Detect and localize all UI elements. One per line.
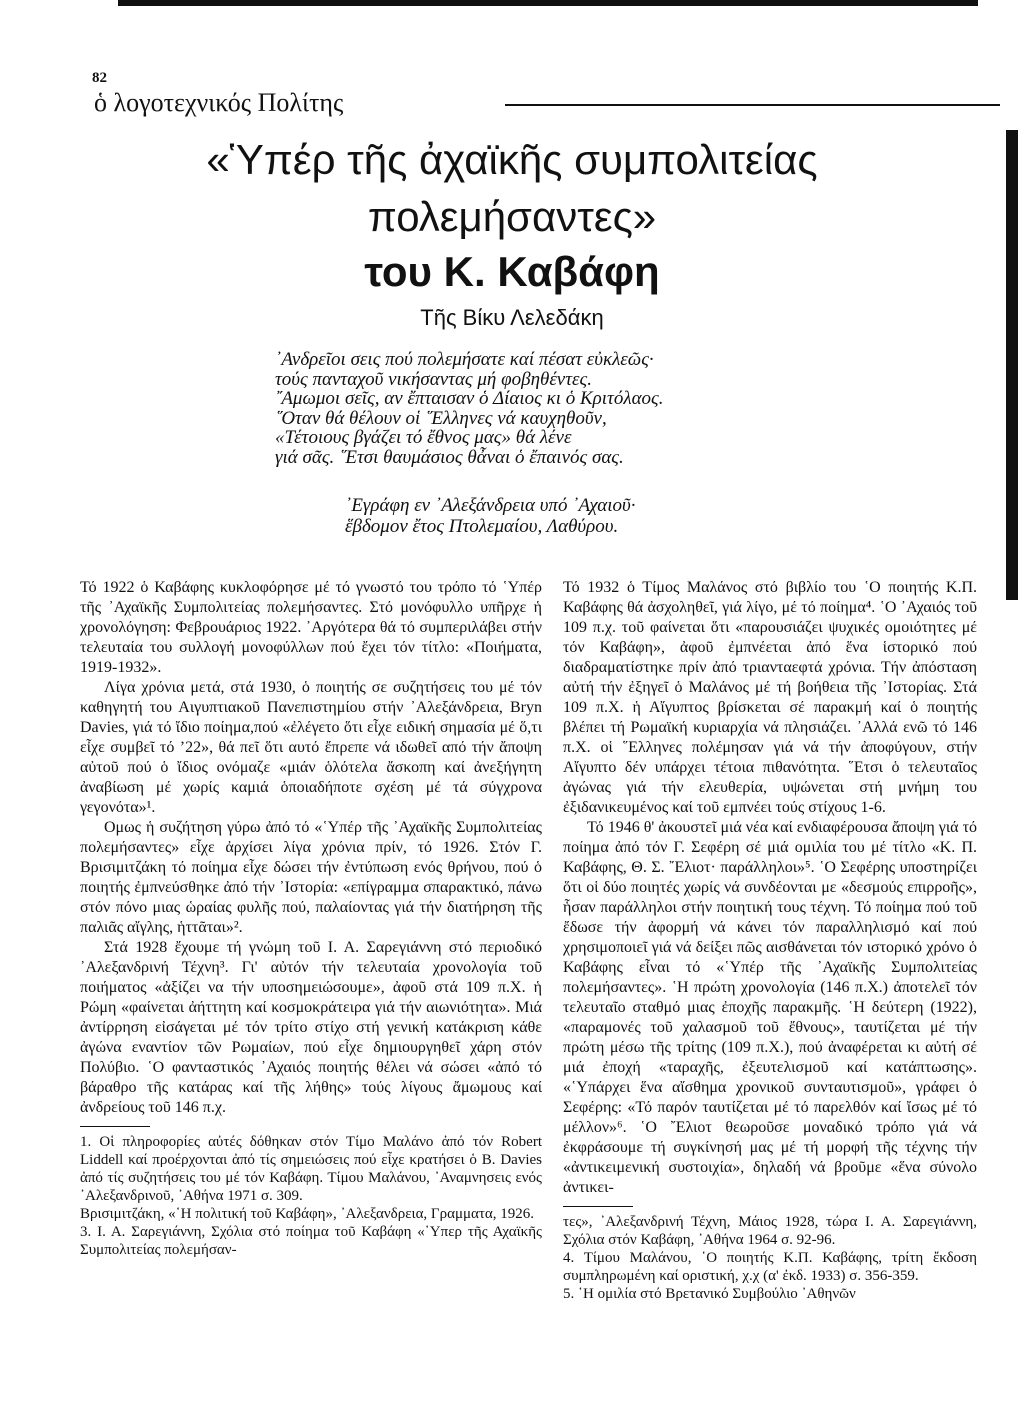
page-number: 82	[92, 70, 107, 86]
poem-colophon	[345, 495, 635, 537]
journal-title: ὁ λογοτεχνικός Πολίτης	[94, 88, 344, 117]
poem-line: ῎Αμωμοι σεῖς, αν ἔπταισαν ὁ Δίαιος κι ὁ Κριτόλαος.	[275, 388, 664, 409]
left-column	[80, 578, 542, 1259]
footnote-rule	[80, 1126, 150, 1127]
footnote: 4. Τίμου Μαλάνου, ῾Ο ποιητής Κ.Π. Καβάφης, τρίτη ἔκδοση συμπληρωμένη καί οριστική, χ.χ (α' ἐκδ. 1933) σ. 356-359.	[563, 1250, 977, 1284]
article-title-line-3: του Κ. Καβάφη	[364, 248, 660, 295]
article-title-line-2: πολεμήσαντες»	[367, 193, 657, 240]
paragraph: Ομως ἡ συζήτηση γύρω ἀπό τό «῾Υπέρ τῆς ᾿Αχαϊκῆς Συμπολιτείας πολεμήσαντες» εἶχε ἀρχίσει λίγα χρόνια πρίν, τό 1926. Στόν Γ. Βρισιμιτζάκη τό ποίημα εἶχε δώσει τήν ἐντύπωση ενός θρήνου, πού ὁ ποιητής ἐμπνεύσθηκε ἀπό τήν ᾿Ιστορία: «επίγραμμα σπαρακτικό, πάνω στόν πόνο μιας ὡραίας φυλῆς πού, παλαίοντας γιά τήν διατήρηση τῆς παλιᾶς αἴγλης, ἡττᾶται»².	[80, 819, 542, 936]
paragraph: Τό 1922 ὁ Καβάφης κυκλοφόρησε μέ τό γνωστό του τρόπο τό ῾Υπέρ τῆς ᾿Αχαϊκῆς Συμπολιτείας πολεμήσαντες. Στό μονόφυλλο υπῆρχε ἡ χρονολόγηση: Φεβρουάριος 1922. ᾿Αργότερα θά τό συμπεριλάβει στήν τελευταία του συλλογή μονοφύλλων πού ἔχει τόν τίτλο: «Ποιήματα, 1919-1932».	[80, 579, 542, 676]
poem-line: τούς πανταχοῦ νικήσαντας μή φοβηθέντες.	[275, 368, 592, 390]
poem	[275, 350, 664, 467]
colophon-line: ἕβδομον ἔτος Πτολεμαίου, Λαθύρου.	[345, 516, 619, 537]
colophon-line: ᾿Εγράφη εν ᾿Αλεξάνδρεια υπό ᾿Αχαιοῦ·	[345, 495, 636, 516]
header-rule	[505, 104, 1000, 106]
paragraph: Τό 1932 ὁ Τίμος Μαλάνος στό βιβλίο του ῾Ο ποιητής Κ.Π. Καβάφης θά ἀσχοληθεῖ, γιά λίγο, μέ τό ποίημα⁴. ῾Ο ᾿Αχαιός τοῦ 109 π.χ. τοῦ φαίνεται ὅτι «παρουσιάζει ψυχικές ομοιότητες μέ τόν Καβάφη», ἀφοῦ ἐμπνέεται ἀπό ἕνα ἱστορικό πού διαδραματίστηκε πρίν ἀπό τριανταεφτά χρόνια. Τήν ἀπόσταση αὐτή τήν ἐξηγεῖ ὁ Μαλάνος μέ τή βοήθεια τῆς ᾿Ιστορίας. Στά 109 π.Χ. ἡ Αἴγυπτος βρίσκεται σέ παρακμή καί ὁ ποιητής βλέπει τή Ρωμαϊκή κυριαρχία νά πλησιάζει. ᾿Αλλά ενῶ τό 146 π.Χ. οἱ ῞Ελληνες πολέμησαν γιά νά τήν ἀποφύγουν, στήν Αἴγυπτο δέν υπάρχει τέτοια πιθανότητα. ῞Ετσι ὁ τελευταῖος ἀγώνας γιά τήν ελευθερία, υψώνεται στή μνήμη του ἐξιδανικευμένος καί τοῦ εμπνέει τούς στίχους 1-6.	[563, 579, 977, 816]
paragraph: Στά 1928 ἔχουμε τή γνώμη τοῦ Ι. Α. Σαρεγιάννη στό περιοδικό ᾿Αλεξανδρινή Τέχνη³. Γι' αὐτόν τήν τελευταία χρονολογία τοῦ ποιήματος «ἀξίζει να τήν υποσημειώσουμε», ἀφοῦ στά 109 π.Χ. ἡ Ρώμη «φαίνεται ἀήττητη καί κοσμοκράτειρα γιά τήν αιωνιότητα». Μιά ἀντίρρηση εἰσάγεται μέ τόν τρίτο στίχο στή γενική κατάκριση κάθε ἀγώνα εναντίον τῶν Ρωμαίων, πού εἶχε δημιουργηθεῖ χάρη στόν Πολύβιο. ῾Ο φανταστικός ᾿Αχαιός ποιητής θέλει νά σώσει «ἀπό τό βάραθρο τῆς κατάρας καί τῆς λήθης» τούς λίγους ἄμωμους καί ἀνδρείους τοῦ 146 π.χ.	[80, 939, 542, 1116]
footnote-rule	[563, 1206, 633, 1207]
poem-line: ῞Οταν θά θέλουν οἱ ῞Ελληνες νά καυχηθοῦν,	[275, 407, 607, 429]
footnote: τες», ᾿Αλεξανδρινή Τέχνη, Μάιος 1928, τώρα Ι. Α. Σαρεγιάννη, Σχόλια στόν Καβάφη, ᾿Αθήνα 1964 σ. 92-96.	[563, 1214, 977, 1248]
footnote: Βρισιμιτζάκη, «῾Η πολιτική τοῦ Καβάφη», ᾿Αλεξανδρεια, Γραμματα, 1926.	[80, 1206, 535, 1222]
poem-line: «Τέτοιους βγάζει τό ἔθνος μας» θά λένε	[275, 427, 572, 448]
footnote: 3. Ι. Α. Σαρεγιάννη, Σχόλια στό ποίημα τοῦ Καβάφη «῾Υπερ τῆς Αχαϊκῆς Συμπολιτείας πολεμήσαν-	[80, 1224, 542, 1258]
footnote: 5. ῾Η ομιλία στό Βρετανικό Συμβούλιο ᾿Αθηνῶν	[563, 1286, 856, 1302]
footnote: 1. Οἱ πληροφορίες αὐτές δόθηκαν στόν Τίμο Μαλάνο ἀπό τόν Robert Liddell καί προέρχονται ἀπό τίς σημειώσεις πού εἶχε κρατήσει ὁ B. Davies ἀπό τίς συζητήσεις του μέ τόν Καβάφη. Τίμου Μαλάνου, ᾿Αναμνησεις ενός ᾿Αλεξανδρινοῦ, ᾿Αθήνα 1971 σ. 309.	[80, 1134, 542, 1204]
poem-line: γιά σᾶς. ῞Ετσι θαυμάσιος θἆναι ὁ ἔπαινός σας.	[275, 446, 624, 468]
paragraph: Τό 1946 θ' ἀκουστεῖ μιά νέα καί ενδιαφέρουσα ἄποψη γιά τό ποίημα ἀπό τόν Γ. Σεφέρη σέ μιά ομιλία του μέ τίτλο «Κ. Π. Καβάφης, Θ. Σ. ῎Ελιοτ· παράλληλοι»⁵. ῾Ο Σεφέρης υποστηρίζει ὅτι οἱ δύο ποιητές χωρίς νά συνδέονται με «δεσμούς επιρροῆς», ἧσαν παράλληλοι στήν ποιητική τους τέχνη. Τό ποίημα πού τοῦ ἔδωσε τήν ἀφορμή νά κάνει τόν παραλληλισμό καί πού χρησιμοποιεῖ γιά νά δείξει πῶς αισθάνεται τόν ιστορικό χρόνο ὁ Καβάφης εἶναι τό «῾Υπέρ τῆς ᾿Αχαϊκῆς Συμπολιτείας πολεμήσαντες». ῾Η πρώτη χρονολογία (146 π.Χ.) ἀποτελεῖ τόν τελευταῖο σταθμό μιας ἐποχῆς παρακμῆς. ῾Η δεύτερη (1922), «παραμονές τοῦ χαλασμοῦ τοῦ ἔθνους», ταυτίζεται μέ τήν πρώτη μέσω τῆς τρίτης (109 π.Χ.), πού ἀναφέρεται κι αὐτή σέ μιά ἐποχή «ταραχῆς, ἐξευτελισμοῦ καί κατάπτωσης». «῾Υπάρχει ἕνα αἴσθημα χρονικοῦ συνταυτισμοῦ», γράφει ὁ Σεφέρης: «Τό παρόν ταυτίζεται μέ τό παρελθόν καί ἴσως μέ τό μέλλον»⁶. ῾Ο ῎Ελιοτ θεωροῦσε μοναδικό τρόπο γιά νά ἐκφράσουμε τή συγκίνησή μας μέ τή μορφή τῆς τέχνης τήν «ἀντικειμενική συστοιχία», δηλαδή νά βροῦμε «ἕνα σύνολο ἀντικει-	[563, 819, 977, 1196]
top-scan-edge	[118, 0, 978, 6]
byline: Τῆς Βίκυ Λελεδάκη	[420, 305, 604, 330]
article-title-line-1: «Ὑπέρ τῆς ἀχαϊκῆς συμπολιτείας	[206, 136, 818, 183]
right-column	[563, 578, 977, 1303]
poem-line: ᾿Ανδρεῖοι σεις πού πολεμήσατε καί πέσατ εὐκλεῶς·	[275, 349, 654, 370]
paragraph: Λίγα χρόνια μετά, στά 1930, ὁ ποιητής σε συζητήσεις του μέ τόν καθηγητή του Αιγυπτιακοῦ Πανεπιστημίου στήν ᾿Αλεξάνδρεια, Bryn Davies, γιά τό ἴδιο ποίημα,πού «ἐλέγετο ὅτι εἶχε ειδική σημασία μέ ὅ,τι εἶχε συμβεῖ τό ’22», θά πεῖ ὅτι αυτό ἔπρεπε νά ιδωθεῖ από τήν ἄποψη αὐτοῦ πού ὁ ἴδιος ονόμαζε «μιάν ὁλότελα ἄσκοπη καί ἀνεξήγητη ἀναβίωση μέ χωρίς καμιά ὁποιαδήποτε σχέση μέ τά σύγχρονα γεγονότα»¹.	[80, 679, 542, 816]
